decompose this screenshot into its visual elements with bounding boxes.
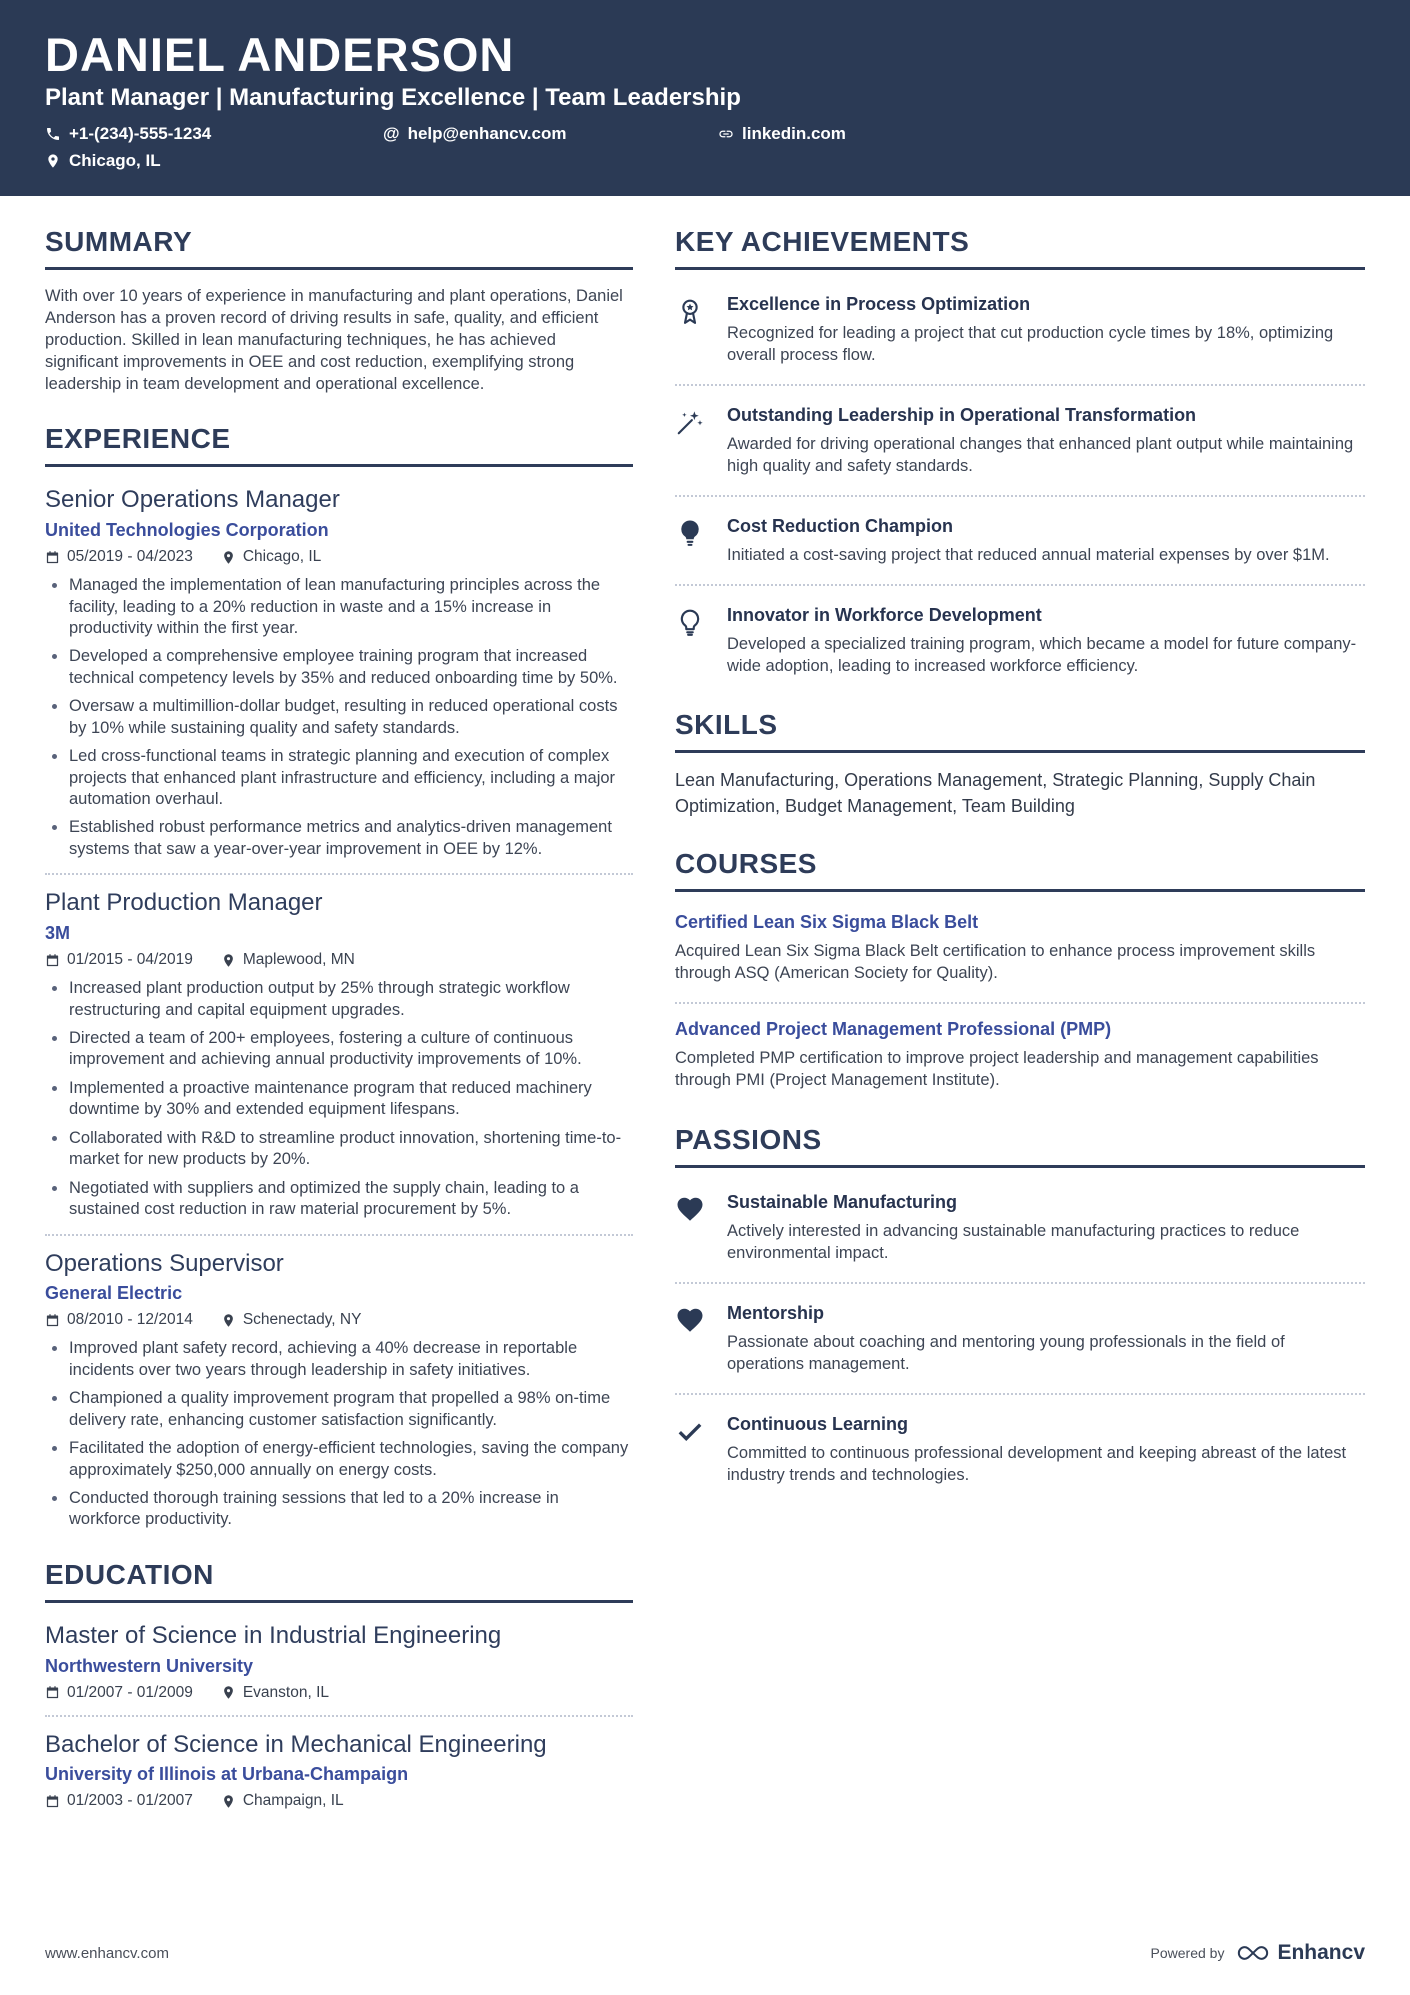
website-link[interactable]: www.enhancv.com <box>45 1944 169 1962</box>
passion-title: Sustainable Manufacturing <box>727 1192 958 1213</box>
bullet: Developed a comprehensive employee training program that increased technical competency levels by 35% and reduced onboarding time by 50%. <box>45 646 633 689</box>
powered-by <box>1151 1941 1365 1965</box>
degree-school: University of Illinois at Urbana-Champaign <box>45 1764 409 1785</box>
entry-separator <box>675 384 1365 386</box>
contact-link[interactable] <box>718 124 846 144</box>
job-title: Plant Production Manager <box>45 889 323 917</box>
email-icon: @ <box>383 124 400 144</box>
passion-body <box>727 1413 1365 1487</box>
achievement-body <box>727 293 1365 367</box>
achievement-text: Awarded for driving operational changes that enhanced plant output while maintaining high quality and safety standards. <box>727 434 1354 475</box>
achievement-text: Initiated a cost-saving project that reduced annual material expenses by over $1M. <box>727 545 1330 564</box>
course-text: Completed PMP certification to improve project leadership and management capabilities through PMI (Project Management Institute). <box>675 1049 1319 1090</box>
entry-separator <box>675 1393 1365 1395</box>
course-text: Acquired Lean Six Sigma Black Belt certification to enhance process improvement skills through ASQ (American Society for Quality). <box>675 941 1316 982</box>
job-company: United Technologies Corporation <box>45 520 329 541</box>
header <box>0 0 1410 196</box>
enhancv-logo-icon <box>1236 1943 1270 1963</box>
job-company: 3M <box>45 923 71 944</box>
location-icon <box>221 550 236 565</box>
passion-item <box>675 1183 1365 1269</box>
job-meta <box>45 548 633 566</box>
course-title: Certified Lean Six Sigma Black Belt <box>675 911 979 932</box>
job-entry <box>45 1246 633 1531</box>
achievement-item <box>675 285 1365 371</box>
passion-body <box>727 1302 1365 1376</box>
enhancv-logo-text: Enhancv <box>1277 1941 1365 1964</box>
location-icon <box>45 153 61 169</box>
bullet: Oversaw a multimillion-dollar budget, resulting in reduced operational costs by 10% while sustaining quality and safety standards. <box>45 696 633 739</box>
education-heading: EDUCATION <box>45 1559 633 1603</box>
degree-title: Bachelor of Science in Mechanical Engineering <box>45 1730 547 1758</box>
passion-item <box>675 1294 1365 1380</box>
summary-heading: SUMMARY <box>45 226 633 270</box>
person-headline: Plant Manager | Manufacturing Excellence | Team Leadership <box>45 83 741 111</box>
calendar-icon <box>45 550 60 565</box>
passion-text: Passionate about coaching and mentoring young professionals in the field of operations management. <box>727 1333 1285 1373</box>
degree-title: Master of Science in Industrial Engineering <box>45 1621 502 1649</box>
left-column <box>45 226 633 1839</box>
job-title: Senior Operations Manager <box>45 486 340 514</box>
achievement-title: Excellence in Process Optimization <box>727 293 1031 314</box>
powered-by-label: Powered by <box>1150 1945 1225 1961</box>
achievement-text: Developed a specialized training program, which became a model for future company-wide adoption, leading to increased workforce efficiency. <box>727 634 1357 675</box>
job-title: Operations Supervisor <box>45 1249 284 1277</box>
bullet: Collaborated with R&D to streamline product innovation, shortening time-to-market for new products by 20%. <box>45 1128 633 1171</box>
location-icon <box>221 953 236 968</box>
skills-section <box>675 709 1365 819</box>
calendar-icon <box>45 1794 60 1809</box>
passion-title: Continuous Learning <box>727 1413 908 1434</box>
achievement-title: Cost Reduction Champion <box>727 515 953 536</box>
calendar-icon <box>45 1313 60 1328</box>
course-entry <box>675 907 1365 989</box>
person-name: DANIEL ANDERSON <box>45 28 515 81</box>
job-meta <box>45 951 633 969</box>
contact-phone[interactable] <box>45 124 383 144</box>
footer <box>45 1941 1365 1965</box>
key-achievements-heading: KEY ACHIEVEMENTS <box>675 226 1365 270</box>
passion-item <box>675 1405 1365 1491</box>
right-column <box>675 226 1365 1839</box>
bulb-filled-icon <box>675 515 711 567</box>
email-address: help@enhancv.com <box>407 123 567 143</box>
passions-heading: PASSIONS <box>675 1124 1365 1168</box>
job-location: Schenectady, NY <box>221 1311 362 1329</box>
passion-text: Committed to continuous professional development and keeping abreast of the latest industry trends and technologies. <box>727 1443 1347 1484</box>
location-icon <box>221 1794 236 1809</box>
job-meta <box>45 1311 633 1329</box>
degree-meta <box>45 1792 633 1810</box>
heart-icon <box>675 1191 711 1265</box>
degree-entry <box>45 1727 633 1811</box>
entry-separator <box>45 873 633 875</box>
entry-separator <box>675 1002 1365 1004</box>
degree-dates: 01/2003 - 01/2007 <box>45 1792 193 1810</box>
achievement-body <box>727 404 1365 478</box>
location-icon <box>221 1313 236 1328</box>
degree-school: Northwestern University <box>45 1655 254 1676</box>
key-achievements-section <box>675 226 1365 682</box>
passions-section <box>675 1124 1365 1491</box>
enhancv-logo[interactable] <box>1236 1941 1365 1965</box>
summary-section <box>45 226 633 396</box>
job-bullets <box>45 1338 633 1531</box>
link-text: linkedin.com <box>742 123 846 143</box>
entry-separator <box>675 1282 1365 1284</box>
job-company: General Electric <box>45 1283 183 1304</box>
bullet: Championed a quality improvement program that propelled a 98% on-time delivery rate, enhancing customer satisfaction significantly. <box>45 1388 633 1431</box>
degree-location: Champaign, IL <box>221 1792 344 1810</box>
entry-separator <box>45 1715 633 1717</box>
main-content <box>0 196 1410 1839</box>
job-location: Chicago, IL <box>221 548 321 566</box>
skills-heading: SKILLS <box>675 709 1365 753</box>
bullet: Implemented a proactive maintenance program that reduced machinery downtime by 30% and extended equipment lifespans. <box>45 1078 633 1121</box>
entry-separator <box>675 584 1365 586</box>
degree-dates: 01/2007 - 01/2009 <box>45 1684 193 1702</box>
contact-email[interactable] <box>383 124 718 144</box>
calendar-icon <box>45 1685 60 1700</box>
experience-section <box>45 423 633 1531</box>
ribbon-medal-icon <box>675 293 711 367</box>
achievement-title: Outstanding Leadership in Operational Transformation <box>727 404 1197 425</box>
bullet: Facilitated the adoption of energy-efficient technologies, saving the company approximately $250,000 annually on energy costs. <box>45 1438 633 1481</box>
job-bullets <box>45 575 633 860</box>
job-entry <box>45 885 633 1220</box>
job-bullets <box>45 978 633 1220</box>
calendar-icon <box>45 953 60 968</box>
degree-meta <box>45 1684 633 1702</box>
achievement-text: Recognized for leading a project that cut production cycle times by 18%, optimizing overall process flow. <box>727 323 1334 364</box>
achievement-item <box>675 396 1365 482</box>
experience-heading: EXPERIENCE <box>45 423 633 467</box>
achievement-body <box>727 604 1365 678</box>
bullet: Improved plant safety record, achieving a 40% decrease in reportable incidents over two years through leadership in safety initiatives. <box>45 1338 633 1381</box>
job-location: Maplewood, MN <box>221 951 355 969</box>
skills-list: Lean Manufacturing, Operations Management, Strategic Planning, Supply Chain Optimization, Budget Management, Team Building <box>675 770 1316 816</box>
entry-separator <box>675 495 1365 497</box>
contact-location <box>45 151 161 171</box>
link-icon <box>718 126 734 142</box>
phone-icon <box>45 126 61 142</box>
bullet: Led cross-functional teams in strategic planning and execution of complex projects that enhanced plant infrastructure and efficiency, including a major automation overhaul. <box>45 746 633 810</box>
location-icon <box>221 1685 236 1700</box>
bullet: Conducted thorough training sessions that led to a 20% increase in workforce productivity. <box>45 1488 633 1531</box>
job-dates: 05/2019 - 04/2023 <box>45 548 193 566</box>
contact-bar <box>45 124 1365 178</box>
location-text: Chicago, IL <box>69 150 161 170</box>
entry-separator <box>45 1234 633 1236</box>
education-section <box>45 1559 633 1811</box>
courses-section <box>675 848 1365 1097</box>
bulb-outline-icon <box>675 604 711 678</box>
bullet: Managed the implementation of lean manufacturing principles across the facility, leading to a 20% reduction in waste and a 15% increase in productivity within the first year. <box>45 575 633 639</box>
check-icon <box>675 1413 711 1487</box>
summary-text: With over 10 years of experience in manufacturing and plant operations, Daniel Anderson has a proven record of driving results in safe, quality, and efficient production. Skilled in lean manufacturing techniques, he has achieved significant improvements in OEE and cost reduction, exemplifying strong leadership in team development and operational excellence. <box>45 286 623 394</box>
job-entry <box>45 482 633 860</box>
courses-heading: COURSES <box>675 848 1365 892</box>
passion-text: Actively interested in advancing sustainable manufacturing practices to reduce environmental impact. <box>727 1222 1300 1263</box>
degree-entry <box>45 1618 633 1702</box>
job-dates: 08/2010 - 12/2014 <box>45 1311 193 1329</box>
achievement-body <box>727 515 1330 567</box>
bullet: Established robust performance metrics and analytics-driven management systems that saw a year-over-year improvement in OEE by 12%. <box>45 817 633 860</box>
phone-number: +1-(234)-555-1234 <box>69 123 212 143</box>
heart-icon <box>675 1302 711 1376</box>
degree-location: Evanston, IL <box>221 1684 329 1702</box>
achievement-item <box>675 596 1365 682</box>
bullet: Increased plant production output by 25% through strategic workflow restructuring and capital equipment upgrades. <box>45 978 633 1021</box>
passion-body <box>727 1191 1365 1265</box>
course-title: Advanced Project Management Professional (PMP) <box>675 1018 1112 1039</box>
achievement-item <box>675 507 1365 571</box>
bullet: Directed a team of 200+ employees, fostering a culture of continuous improvement and achieving annual productivity improvements of 10%. <box>45 1028 633 1071</box>
passion-title: Mentorship <box>727 1302 824 1323</box>
course-entry <box>675 1014 1365 1096</box>
job-dates: 01/2015 - 04/2019 <box>45 951 193 969</box>
magic-wand-icon <box>675 404 711 478</box>
achievement-title: Innovator in Workforce Development <box>727 604 1042 625</box>
bullet: Negotiated with suppliers and optimized the supply chain, leading to a sustained cost reduction in raw material procurement by 5%. <box>45 1178 633 1221</box>
